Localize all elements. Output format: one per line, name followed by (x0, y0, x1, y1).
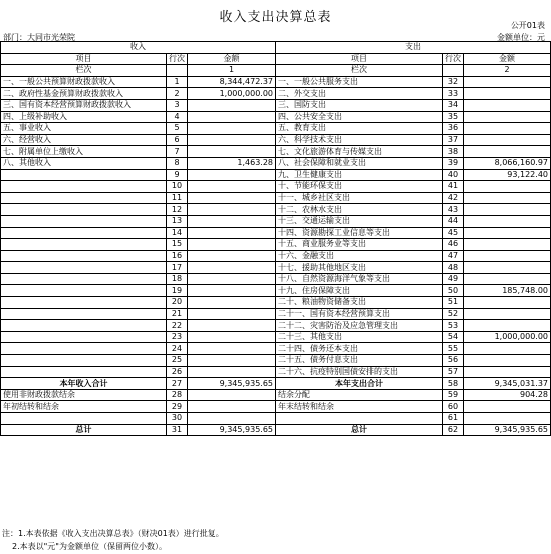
income-rowno-cell: 25 (167, 355, 188, 367)
income-rowno-cell: 23 (167, 331, 188, 343)
income-rowno-cell: 29 (167, 401, 188, 413)
expense-amount-cell: 185,748.00 (464, 285, 551, 297)
expense-col-label: 栏次 (276, 65, 443, 77)
income-rowno-cell: 11 (167, 192, 188, 204)
income-rowno-cell: 8 (167, 157, 188, 169)
expense-item-cell: 十一、城乡社区支出 (276, 192, 443, 204)
income-rowno-cell: 14 (167, 227, 188, 239)
table-row (1, 250, 551, 262)
expense-rowno-cell: 39 (443, 157, 464, 169)
footnote-2: 2.本表以"元"为金额单位（保留两位小数）。 (12, 542, 167, 551)
table-row (1, 378, 551, 390)
income-col-blank (167, 65, 188, 77)
income-item-cell (1, 181, 167, 193)
income-item-cell (1, 273, 167, 285)
income-rowno-cell: 5 (167, 123, 188, 135)
expense-amount-cell (464, 320, 551, 332)
income-amount-cell (188, 308, 276, 320)
income-amount-cell (188, 123, 276, 135)
income-item-cell (1, 297, 167, 309)
footnote-1: 注：1.本表依据《收入支出决算总表》（财决01表）进行批复。 (2, 529, 224, 538)
expense-item-cell: 十八、自然资源海洋气象等支出 (276, 273, 443, 285)
income-item-cell: 四、上级补助收入 (1, 111, 167, 123)
table-row (1, 99, 551, 111)
expense-amount-cell (464, 401, 551, 413)
expense-item-cell: 四、公共安全支出 (276, 111, 443, 123)
expense-item-cell: 十六、金融支出 (276, 250, 443, 262)
expense-item-cell: 六、科学技术支出 (276, 134, 443, 146)
expense-rowno-cell: 52 (443, 308, 464, 320)
income-amount-cell: 9,345,935.65 (188, 378, 276, 390)
expense-section-header: 支出 (276, 42, 551, 54)
income-amount-cell (188, 134, 276, 146)
expense-amount-cell (464, 215, 551, 227)
income-rowno-cell: 13 (167, 215, 188, 227)
income-item-cell (1, 192, 167, 204)
income-amount-cell (188, 401, 276, 413)
income-item-cell (1, 355, 167, 367)
expense-amount-cell (464, 413, 551, 425)
income-amount-cell (188, 111, 276, 123)
expense-rowno-cell: 55 (443, 343, 464, 355)
section-header-row (1, 42, 551, 54)
expense-amount-cell: 8,066,160.97 (464, 157, 551, 169)
department-label: 部门：大同市光荣院 (3, 33, 75, 42)
footnotes (2, 527, 224, 553)
income-amount-cell (188, 366, 276, 378)
income-amount-cell: 1,463.28 (188, 157, 276, 169)
income-amount-cell (188, 181, 276, 193)
expense-amount-cell (464, 297, 551, 309)
expense-item-cell: 十七、援助其他地区支出 (276, 262, 443, 274)
income-item-cell (1, 320, 167, 332)
expense-rowno-cell: 36 (443, 123, 464, 135)
table-row (1, 227, 551, 239)
amount-unit-label: 金额单位：元 (497, 33, 545, 42)
column-index-row (1, 65, 551, 77)
income-item-header: 项目 (1, 53, 167, 65)
expense-rowno-cell: 62 (443, 424, 464, 436)
expense-rowno-cell: 53 (443, 320, 464, 332)
table-row (1, 76, 551, 88)
income-rowno-cell: 3 (167, 99, 188, 111)
income-item-cell: 七、附属单位上缴收入 (1, 146, 167, 158)
form-code: 公开01表 (510, 21, 545, 30)
income-amount-cell (188, 297, 276, 309)
income-amount-header: 金额 (188, 53, 276, 65)
expense-item-cell: 二十六、抗疫特别国债安排的支出 (276, 366, 443, 378)
expense-rowno-cell: 35 (443, 111, 464, 123)
expense-rowno-cell: 60 (443, 401, 464, 413)
income-item-cell (1, 239, 167, 251)
expense-item-cell: 二十五、债务付息支出 (276, 355, 443, 367)
income-amount-cell (188, 413, 276, 425)
income-item-cell: 二、政府性基金预算财政拨款收入 (1, 88, 167, 100)
table-row (1, 215, 551, 227)
expense-rowno-cell: 44 (443, 215, 464, 227)
expense-rowno-cell: 48 (443, 262, 464, 274)
expense-item-cell: 十四、资源勘探工业信息等支出 (276, 227, 443, 239)
expense-amount-cell: 9,345,031.37 (464, 378, 551, 390)
expense-rowno-cell: 51 (443, 297, 464, 309)
expense-item-cell: 本年支出合计 (276, 378, 443, 390)
table-row (1, 88, 551, 100)
expense-rowno-cell: 54 (443, 331, 464, 343)
expense-rowno-cell: 45 (443, 227, 464, 239)
table-row (1, 308, 551, 320)
income-item-cell (1, 204, 167, 216)
expense-amount-cell (464, 192, 551, 204)
expense-item-cell: 十三、交通运输支出 (276, 215, 443, 227)
income-item-cell (1, 331, 167, 343)
income-item-cell (1, 308, 167, 320)
expense-item-cell: 七、文化旅游体育与传媒支出 (276, 146, 443, 158)
expense-col-blank (443, 65, 464, 77)
table-row (1, 192, 551, 204)
income-rowno-cell: 17 (167, 262, 188, 274)
income-amount-cell (188, 169, 276, 181)
expense-amount-cell: 1,000,000.00 (464, 331, 551, 343)
income-item-cell (1, 262, 167, 274)
expense-item-cell: 十九、住房保障支出 (276, 285, 443, 297)
income-item-cell: 本年收入合计 (1, 378, 167, 390)
expense-amount-cell (464, 146, 551, 158)
income-rowno-cell: 21 (167, 308, 188, 320)
income-rowno-cell: 24 (167, 343, 188, 355)
expense-rowno-cell: 34 (443, 99, 464, 111)
expense-amount-cell (464, 181, 551, 193)
expense-amount-cell (464, 76, 551, 88)
table-row (1, 366, 551, 378)
income-amount-cell (188, 146, 276, 158)
income-item-cell (1, 366, 167, 378)
report-title: 收入支出决算总表 (219, 10, 332, 25)
table-row (1, 285, 551, 297)
expense-item-cell: 二十二、灾害防治及应急管理支出 (276, 320, 443, 332)
table-row (1, 239, 551, 251)
expense-amount-cell (464, 343, 551, 355)
expense-rowno-cell: 57 (443, 366, 464, 378)
income-col-number: 1 (188, 65, 276, 77)
table-row (1, 123, 551, 135)
income-item-cell: 一、一般公共预算财政拨款收入 (1, 76, 167, 88)
expense-amount-cell (464, 366, 551, 378)
income-item-cell (1, 285, 167, 297)
income-amount-cell (188, 215, 276, 227)
expense-rowno-cell: 49 (443, 273, 464, 285)
expense-item-cell: 十五、商业服务业等支出 (276, 239, 443, 251)
expense-item-cell: 十二、农林水支出 (276, 204, 443, 216)
income-amount-cell (188, 250, 276, 262)
income-item-cell: 六、经营收入 (1, 134, 167, 146)
income-rowno-cell: 26 (167, 366, 188, 378)
income-amount-cell (188, 320, 276, 332)
income-rowno-cell: 6 (167, 134, 188, 146)
expense-amount-cell (464, 239, 551, 251)
expense-rowno-cell: 32 (443, 76, 464, 88)
income-item-cell: 三、国有资本经营预算财政拨款收入 (1, 99, 167, 111)
income-amount-cell (188, 389, 276, 401)
income-rowno-cell: 20 (167, 297, 188, 309)
expense-amount-cell (464, 204, 551, 216)
income-rowno-cell: 1 (167, 76, 188, 88)
table-row (1, 111, 551, 123)
income-item-cell: 八、其他收入 (1, 157, 167, 169)
income-amount-cell: 1,000,000.00 (188, 88, 276, 100)
income-rowno-cell: 7 (167, 146, 188, 158)
income-rowno-cell: 22 (167, 320, 188, 332)
table-row (1, 401, 551, 413)
income-rowno-cell: 4 (167, 111, 188, 123)
expense-amount-header: 金额 (464, 53, 551, 65)
expense-amount-cell (464, 134, 551, 146)
expense-rowno-cell: 42 (443, 192, 464, 204)
table-row (1, 169, 551, 181)
expense-rowno-cell: 46 (443, 239, 464, 251)
table-row (1, 320, 551, 332)
expense-item-cell: 三、国防支出 (276, 99, 443, 111)
expense-amount-cell (464, 308, 551, 320)
income-rowno-cell: 10 (167, 181, 188, 193)
expense-amount-cell (464, 262, 551, 274)
expense-rowno-header: 行次 (443, 53, 464, 65)
expense-rowno-cell: 59 (443, 389, 464, 401)
table-row (1, 181, 551, 193)
expense-item-cell: 二、外交支出 (276, 88, 443, 100)
expense-amount-cell (464, 123, 551, 135)
table-row (1, 204, 551, 216)
expense-amount-cell (464, 250, 551, 262)
expense-rowno-cell: 58 (443, 378, 464, 390)
income-amount-cell (188, 355, 276, 367)
summary-table (0, 41, 551, 436)
income-amount-cell (188, 331, 276, 343)
income-rowno-cell: 12 (167, 204, 188, 216)
expense-item-cell: 总计 (276, 424, 443, 436)
table-row (1, 343, 551, 355)
income-item-cell: 总计 (1, 424, 167, 436)
table-row (1, 134, 551, 146)
expense-item-cell: 五、教育支出 (276, 123, 443, 135)
table-row (1, 389, 551, 401)
expense-amount-cell (464, 273, 551, 285)
expense-item-header: 项目 (276, 53, 443, 65)
expense-item-cell: 二十一、国有资本经营预算支出 (276, 308, 443, 320)
income-rowno-cell: 16 (167, 250, 188, 262)
income-rowno-cell: 31 (167, 424, 188, 436)
income-rowno-header: 行次 (167, 53, 188, 65)
income-amount-cell (188, 204, 276, 216)
expense-amount-cell: 9,345,935.65 (464, 424, 551, 436)
expense-item-cell: 九、卫生健康支出 (276, 169, 443, 181)
expense-rowno-cell: 43 (443, 204, 464, 216)
income-amount-cell: 8,344,472.37 (188, 76, 276, 88)
income-rowno-cell: 18 (167, 273, 188, 285)
table-row (1, 157, 551, 169)
expense-rowno-cell: 41 (443, 181, 464, 193)
table-row (1, 297, 551, 309)
income-amount-cell: 9,345,935.65 (188, 424, 276, 436)
income-item-cell (1, 169, 167, 181)
expense-item-cell: 二十四、债务还本支出 (276, 343, 443, 355)
income-rowno-cell: 30 (167, 413, 188, 425)
expense-item-cell: 八、社会保障和就业支出 (276, 157, 443, 169)
income-item-cell (1, 250, 167, 262)
income-amount-cell (188, 343, 276, 355)
expense-item-cell: 结余分配 (276, 389, 443, 401)
expense-item-cell: 二十、粮油物资储备支出 (276, 297, 443, 309)
income-rowno-cell: 28 (167, 389, 188, 401)
table-row (1, 262, 551, 274)
income-col-label: 栏次 (1, 65, 167, 77)
expense-item-cell: 年末结转和结余 (276, 401, 443, 413)
expense-amount-cell (464, 99, 551, 111)
income-amount-cell (188, 239, 276, 251)
table-row (1, 331, 551, 343)
table-row (1, 424, 551, 436)
expense-rowno-cell: 50 (443, 285, 464, 297)
income-amount-cell (188, 262, 276, 274)
table-row (1, 355, 551, 367)
expense-rowno-cell: 47 (443, 250, 464, 262)
expense-amount-cell (464, 88, 551, 100)
expense-amount-cell (464, 111, 551, 123)
expense-amount-cell: 904.28 (464, 389, 551, 401)
income-item-cell: 使用非财政拨款结余 (1, 389, 167, 401)
expense-amount-cell (464, 355, 551, 367)
income-amount-cell (188, 285, 276, 297)
income-amount-cell (188, 99, 276, 111)
income-item-cell: 年初结转和结余 (1, 401, 167, 413)
column-header-row (1, 53, 551, 65)
income-rowno-cell: 27 (167, 378, 188, 390)
expense-col-number: 2 (464, 65, 551, 77)
expense-rowno-cell: 61 (443, 413, 464, 425)
income-item-cell (1, 215, 167, 227)
income-amount-cell (188, 273, 276, 285)
expense-item-cell: 一、一般公共服务支出 (276, 76, 443, 88)
income-rowno-cell: 19 (167, 285, 188, 297)
income-item-cell (1, 343, 167, 355)
table-row (1, 413, 551, 425)
expense-item-cell: 十、节能环保支出 (276, 181, 443, 193)
income-rowno-cell: 15 (167, 239, 188, 251)
income-rowno-cell: 9 (167, 169, 188, 181)
expense-amount-cell (464, 227, 551, 239)
income-item-cell (1, 227, 167, 239)
expense-rowno-cell: 40 (443, 169, 464, 181)
income-amount-cell (188, 192, 276, 204)
income-section-header: 收入 (1, 42, 276, 54)
expense-amount-cell: 93,122.40 (464, 169, 551, 181)
table-row (1, 146, 551, 158)
income-item-cell: 五、事业收入 (1, 123, 167, 135)
expense-rowno-cell: 56 (443, 355, 464, 367)
table-row (1, 273, 551, 285)
expense-item-cell: 二十三、其他支出 (276, 331, 443, 343)
expense-rowno-cell: 33 (443, 88, 464, 100)
income-item-cell (1, 413, 167, 425)
income-amount-cell (188, 227, 276, 239)
expense-item-cell (276, 413, 443, 425)
income-rowno-cell: 2 (167, 88, 188, 100)
expense-rowno-cell: 37 (443, 134, 464, 146)
expense-rowno-cell: 38 (443, 146, 464, 158)
